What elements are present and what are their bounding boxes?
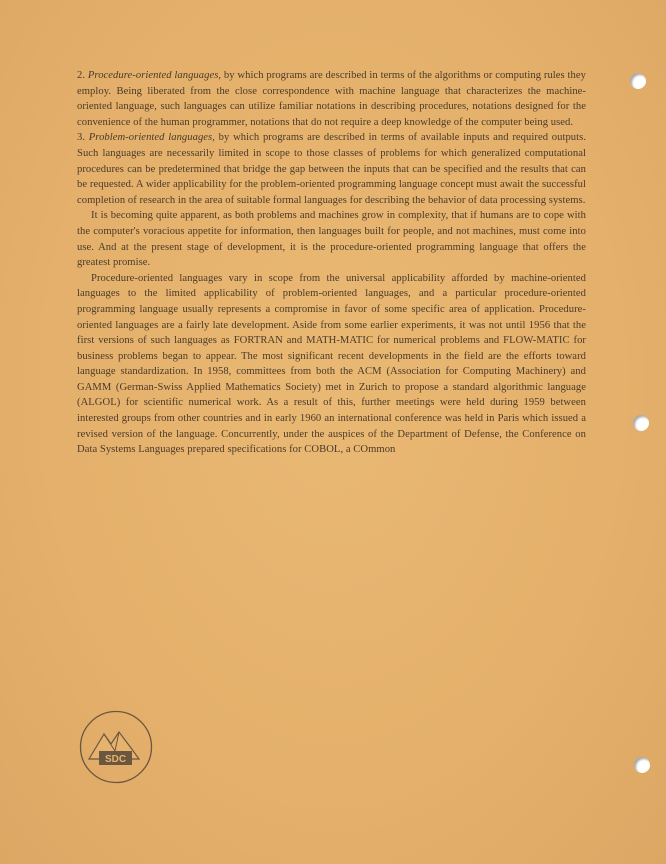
- item-term: Problem-oriented languages,: [88, 132, 215, 144]
- item-number: 2.: [77, 70, 86, 81]
- item-text: by which programs are described in terms of available inputs and required outputs. Such languages are necessarily limited in scope to those classes of problems for which generalized computational procedures can be predetermined that bridge the gap between the inputs that can be specified and the results that can be requested. A wider applicability for the problem-oriented programming language concept must await the successful completion of research in the area of suitable formal languages for describing the behavior of data processing systems.: [77, 132, 587, 206]
- paragraph: It is becoming quite apparent, as both problems and machines grow in complexity, that if humans are to cope with the computer's voracious appetite for information, then languages built for people, and not machines, must come into use. And at the present stage of development, it is the procedure-oriented programming language that offers the greatest promise.: [77, 210, 586, 269]
- binder-hole: [634, 757, 650, 773]
- sdc-logo: [79, 710, 153, 784]
- list-item-3: [77, 130, 586, 208]
- logo-text: SDC: [104, 754, 127, 765]
- binder-hole: [633, 415, 649, 431]
- binder-hole: [630, 73, 646, 89]
- list-item-2: [77, 68, 586, 130]
- item-term: Procedure-oriented languages,: [87, 70, 222, 81]
- item-number: 3.: [77, 132, 86, 144]
- body-text: [77, 68, 586, 458]
- item-text: by which programs are described in terms of the algorithms or computing rules they employ. Being liberated from the close correspondence with machine language that characterizes the machine-oriented language, such languages can utilize familiar notations in describing procedures, notations designed for the convenience of the human programmer, notations that do not require a deep knowledge of the computer being used.: [77, 70, 586, 128]
- paragraph: Procedure-oriented languages vary in scope from the universal applicability afforded by machine-oriented languages to the limited applicability of problem-oriented languages, and a particular procedure-oriented programming language usually represents a compromise in favor of some specific area of application. Procedure-oriented languages are a fairly late development. Aside from some earlier experiments, it was not until 1956 that the first versions of such languages as FORTRAN and MATH-MATIC for numerical problems and FLOW-MATIC for business problems began to appear. The most significant recent developments in the field are the efforts toward language standardization. In 1958, committees from both the ACM (Association for Computing Machinery) and GAMM (German-Swiss Applied Mathematics Society) met in Zurich to propose a standard algorithmic language (ALGOL) for scientific numerical work. As a result of this, further meetings were held during 1959 between interested groups from other countries and in early 1960 an international conference was held in Paris which issued a revised version of the language. Concurrently, under the auspices of the Department of Defense, the Conference on Data Systems Languages prepared specifications for COBOL, a COmmon: [77, 272, 586, 456]
- sdc-logo-icon: [79, 710, 153, 784]
